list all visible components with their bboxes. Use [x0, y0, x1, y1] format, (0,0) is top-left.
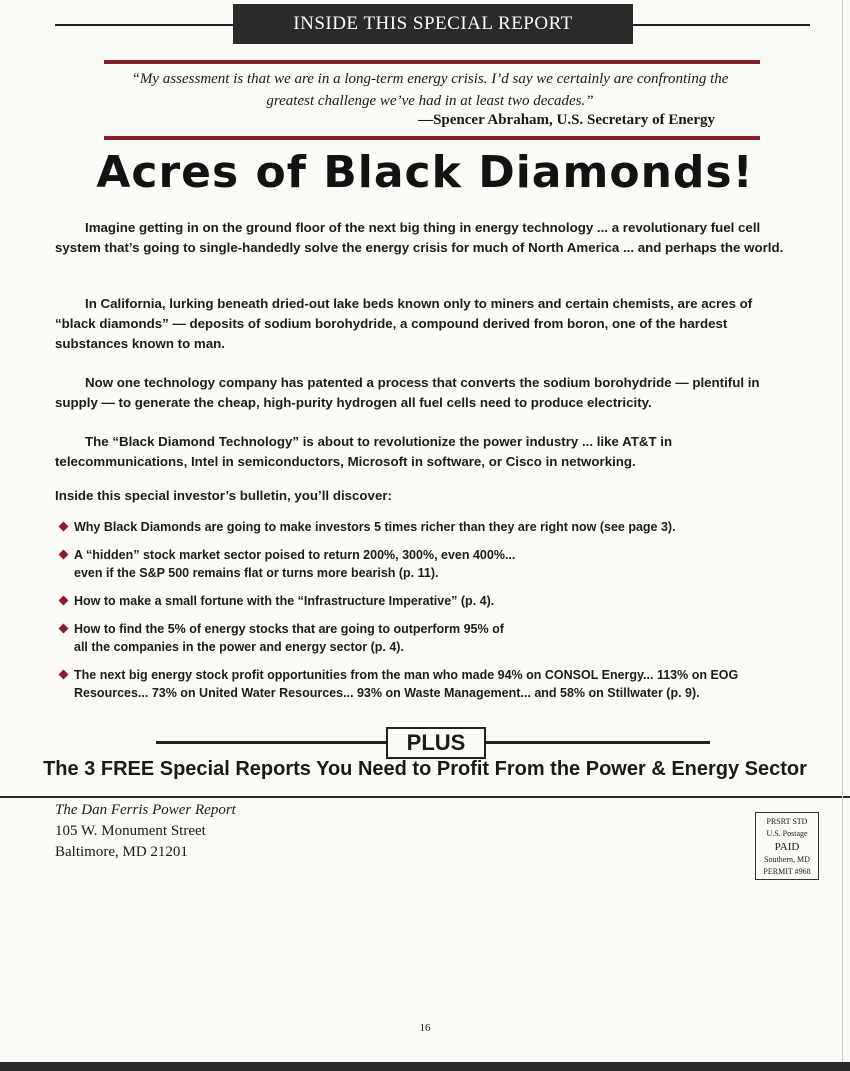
paragraph-technology: Now one technology company has patented a process that converts the sodium borohydride — plentiful in supply — to generate the cheap, high-purity hydrogen all fuel cells need to produce electricity.: [55, 375, 760, 410]
plus-right-rule: [482, 741, 710, 744]
bullet-list: [60, 518, 790, 712]
quote-attribution: —Spencer Abraham, U.S. Secretary of Energy: [418, 112, 715, 128]
paragraph-revolution: The “Black Diamond Technology” is about to revolutionize the power industry ... like AT&T in telecommunications, Intel in semiconductors, Microsoft in software, or Cisco in networking.: [55, 434, 673, 469]
page-number: 16: [419, 1022, 431, 1034]
postage-class: PRSRT STD: [766, 817, 808, 826]
scan-bottom-edge: [0, 1062, 850, 1071]
headline: Acres of Black Diamonds!: [96, 147, 754, 198]
diamond-bullet-icon: [59, 670, 69, 680]
list-item: [60, 666, 790, 702]
list-item: [60, 518, 790, 536]
report-banner: INSIDE THIS SPECIAL REPORT: [233, 4, 633, 44]
publisher-name: The Dan Ferris Power Report: [55, 802, 236, 818]
mailer-divider: [0, 796, 850, 798]
bullet-text: The next big energy stock profit opportunities from the man who made 94% on CONSOL Energy... 113% on EOG Resources... 73% on United Water Resources... 93% on Waste Management... and 58% on Stillwater (p. 9).: [74, 668, 739, 700]
diamond-bullet-icon: [59, 624, 69, 634]
list-item: [60, 546, 544, 582]
street-address: 105 W. Monument Street: [55, 823, 206, 839]
bullet-text: Why Black Diamonds are going to make investors 5 times richer than they are right now (see page 3).: [74, 520, 676, 534]
paragraph-california: In California, lurking beneath dried-out lake beds known only to miners and certain chemists, are acres of “black diamonds” — deposits of sodium borohydride, a compound derived from boron, one of the hardest substances known to man.: [55, 296, 753, 351]
quote-top-rule: [104, 60, 760, 64]
postage-permit: PERMIT #968: [763, 867, 811, 876]
plus-label: PLUS: [386, 727, 486, 759]
page-edge: [842, 0, 843, 1062]
list-item: [60, 592, 790, 610]
postage-paid: PAID: [774, 841, 800, 853]
pull-quote: “My assessment is that we are in a long-term energy crisis. I’d say we certainly are confronting the greatest challenge we’ve had in at least two decades.”: [131, 71, 729, 109]
postage-location: Southern, MD: [764, 855, 810, 864]
return-address: [55, 800, 236, 863]
diamond-bullet-icon: [59, 596, 69, 606]
diamond-bullet-icon: [59, 550, 69, 560]
bulletin-intro: Inside this special investor’s bulletin, you’ll discover:: [55, 488, 392, 503]
paragraph-intro: Imagine getting in on the ground floor of the next big thing in energy technology ... a revolutionary fuel cell system that’s going to single-handedly solve the energy crisis for much of North America ... and perhaps the world.: [55, 220, 784, 255]
bullet-text: How to make a small fortune with the “Infrastructure Imperative” (p. 4).: [74, 594, 495, 608]
bullet-text: A “hidden” stock market sector poised to return 200%, 300%, even 400%... even if the S&P 500 remains flat or turns more bearish (p. 11).: [74, 548, 516, 580]
quote-bottom-rule: [104, 136, 760, 140]
postage-label: U.S. Postage: [766, 829, 808, 838]
city-state-zip: Baltimore, MD 21201: [55, 844, 188, 860]
free-reports-line: The 3 FREE Special Reports You Need to Profit From the Power & Energy Sector: [43, 758, 807, 780]
postage-indicia: [755, 812, 819, 880]
diamond-bullet-icon: [59, 522, 69, 532]
bullet-text: How to find the 5% of energy stocks that are going to outperform 95% of all the companies in the power and energy sector (p. 4).: [74, 622, 504, 654]
list-item: [60, 620, 504, 656]
plus-left-rule: [156, 741, 386, 744]
